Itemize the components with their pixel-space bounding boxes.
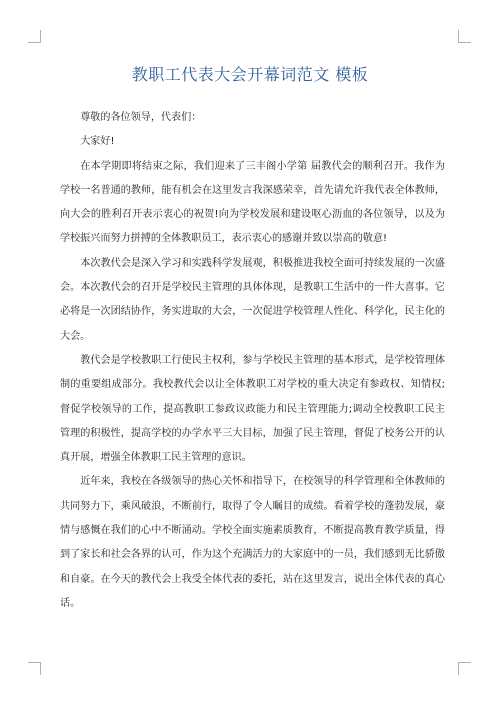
greeting: 大家好!	[80, 136, 115, 148]
crop-mark-top-left	[28, 30, 41, 43]
paragraph-1: 在本学期即将结束之际，我们迎来了三丰阁小学第 届教代会的顺利召开。我作为学校一名普通的教师，能有机会在这里发言我深感荣幸，首先请允许我代表全体教师，向大会的胜利召开表示衷心的祝贺!向为学校发展和建设呕心沥血的各位领导，以及为学校振兴而努力拼搏的全体教职员工，表示衷心的感谢并致以崇高的敬意!	[60, 160, 445, 245]
paragraph-3: 教代会是学校教职工行使民主权利，参与学校民主管理的基本形式，是学校管理体制的重要组成部分。我校教代会以让全体教职工对学校的重大决定有参政权、知情权;督促学校领导的工作，提高教职工参政议政能力和民主管理能力;调动全校教职工民主管理的积极性，提高学校的办学水平三大目标，加强了民主管理，督促了校务公开的认真开展，增强全体教职工民主管理的意识。	[60, 354, 445, 464]
crop-mark-bottom-left	[28, 662, 41, 675]
document-body	[60, 106, 445, 616]
salutation: 尊敬的各位领导，代表们：	[80, 112, 202, 123]
crop-mark-top-right	[458, 30, 471, 43]
paragraph-4: 近年来，我校在各级领导的热心关怀和指导下，在校领导的科学管理和全体教师的共同努力下，乘风破浪，不断前行，取得了令人瞩目的成绩。看着学校的蓬勃发展，豪情与感慨在我们的心中不断涌动。学校全面实施素质教育，不断提高教育教学质量，得到了家长和社会各界的认可，作为这个充满活力的大家庭中的一员，我们感到无比骄傲和自豪。在今天的教代会上我受全体代表的委托，站在这里发言，说出全体代表的真心话。	[60, 476, 445, 609]
paragraph-2: 本次教代会是深入学习和实践科学发展观，积极推进我校全面可持续发展的一次盛会。本次教代会的召开是学校民主管理的具体体现，是教职工生活中的一件大喜事。它必将是一次团结协作，务实进取的大会，一次促进学校管理人性化、科学化，民主化的大会。	[60, 257, 445, 342]
document-title: 教职工代表大会开幕词范文 模板	[131, 65, 369, 84]
crop-mark-bottom-right	[458, 662, 471, 675]
